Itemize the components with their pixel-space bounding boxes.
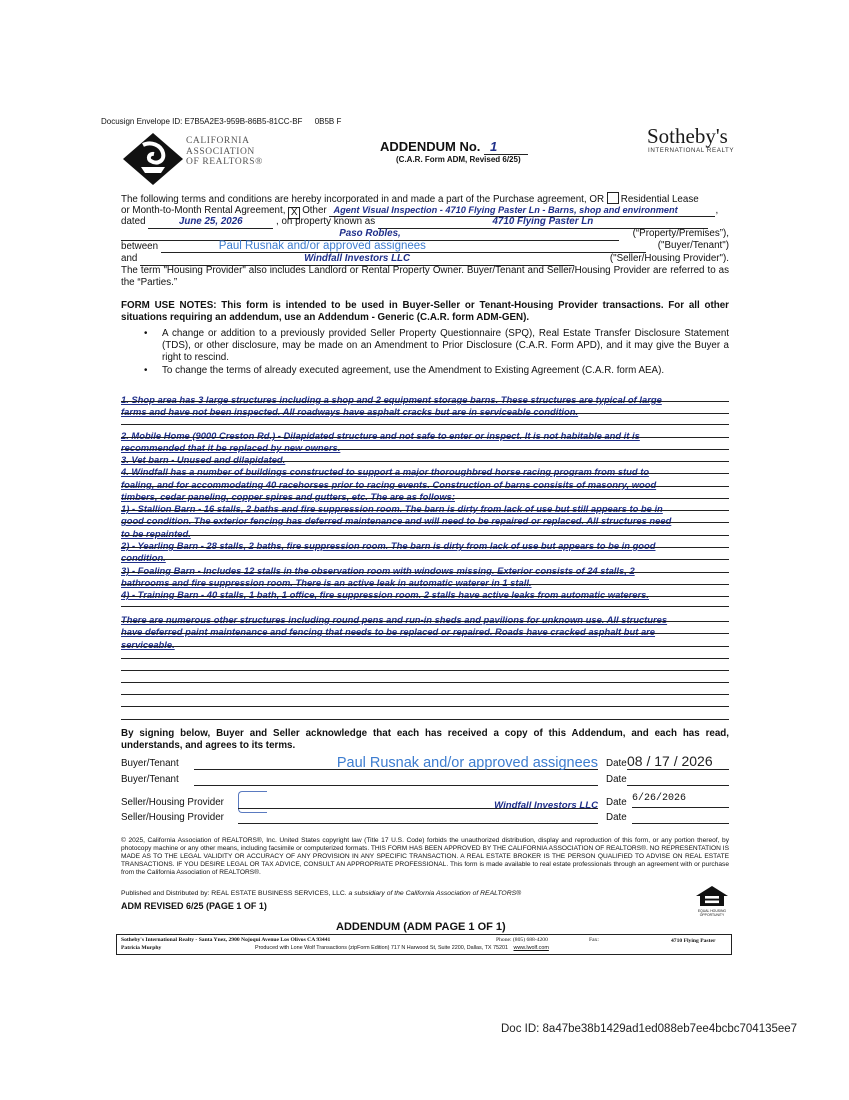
rule-line (121, 535, 729, 536)
footer-property: 4710 Flying Paster (671, 938, 716, 944)
rule-line (121, 559, 729, 560)
car-logo-text: CALIFORNIA ASSOCIATION OF REALTORS® (186, 136, 263, 167)
footer-broker: Sotheby's International Realty - Santa Ynez, 2900 Nojoqui Avenue Los Olivos CA 93441 (121, 937, 331, 943)
rule-line (121, 633, 729, 634)
buyer-signature-field[interactable] (194, 754, 598, 770)
term-line: 1) - Stallion Barn - 16 stalls, 2 baths and fire suppression room. The barn is dirty from lack of use but still appears to be in (121, 503, 663, 514)
term-line: have deferred paint maintenance and fencing that needs to be replaced or repaired. Roads have cracked asphalt but are (121, 626, 656, 637)
term-line: condition. (121, 552, 166, 563)
addendum-subtitle: (C.A.R. Form ADM, Revised 6/25) (396, 155, 521, 164)
seller-2-signature-field[interactable] (238, 811, 598, 824)
footer-agent: Patricia Murphy (121, 945, 162, 951)
rule-line (121, 401, 729, 402)
blank-line (121, 719, 729, 720)
footer-box (116, 934, 732, 955)
term-line: bathrooms and fire suppression room. There is an active leak in automatic waterer in 1 stall. (121, 577, 532, 588)
footer-fax: Fax: (589, 937, 599, 943)
term-line: recommended that it be replaced by new owners. (121, 442, 341, 453)
addendum-title: ADDENDUM No. 1 (380, 139, 528, 155)
form-use-bullet-1: • A change or addition to a previously provided Seller Property Questionnaire (SPQ), Real Estate Transfer Disclosure Statement (TDS), or other disclosure, may be made on an Amendment to Prior Disclosure (C.A.R. Form APD), and it may give the Buyer a right to rescind. (162, 328, 729, 365)
housing-provider-note: The term "Housing Provider" also includes Landlord or Rental Property Owner. Buyer/Tenant and Seller/Housing Provider are referred to as the “Parties.” (121, 265, 729, 289)
blank-line (121, 670, 729, 671)
rule-line (121, 547, 729, 548)
rule-line (121, 486, 729, 487)
doc-id: Doc ID: 8a47be38b1429ad1ed088eb7ee4bcbc704135ee7 (501, 1023, 798, 1035)
rule-line (121, 646, 729, 647)
blank-line (121, 694, 729, 695)
equal-housing-label: EQUAL HOUSING OPPORTUNITY (697, 909, 727, 917)
buyer-date-field[interactable]: 08 / 17 / 2026 (627, 753, 729, 770)
term-line: timbers, cedar paneling, copper spires and gutters, etc. The are as follows: (121, 491, 455, 502)
blank-line (121, 682, 729, 683)
car-logo-icon (121, 131, 185, 187)
brand-logo: Sotheby's (647, 124, 728, 148)
rule-line (121, 413, 729, 414)
rule-line (121, 596, 729, 597)
seller-field[interactable]: Windfall Investors LLC (140, 253, 574, 266)
form-use-notes: FORM USE NOTES: This form is intended to be used in Buyer-Seller or Tenant-Housing Provider transactions. For all other situations requiring an addendum, use an Addendum - Generic (C.A.R. form ADM-GEN). (121, 300, 729, 324)
rule-line (121, 437, 729, 438)
intro-line-2: or Month-to-Month Rental Agreement, X Other Agent Visual Inspection - 4710 Flying Paster Ln - Barns, shop and environment , (121, 205, 719, 218)
term-line: 3. Vet barn - Unused and dilapidated. (121, 454, 286, 465)
footer-title: ADDENDUM (ADM PAGE 1 OF 1) (336, 921, 506, 933)
term-line: 2) - Yearling Barn - 28 stalls, 2 baths, fire suppression room. The barn is dirty from lack of use but appears to be in good (121, 540, 656, 551)
footer-phone: Phone: (805) 688-4200 (496, 937, 548, 943)
term-line: serviceable. (121, 639, 175, 650)
term-line: good condition. The exterior fencing has deferred maintenance and will need to be repaired or replaced. All structures need (121, 515, 672, 526)
other-field[interactable]: Agent Visual Inspection - 4710 Flying Paster Ln - Barns, shop and environment (329, 204, 715, 217)
rule-line (121, 522, 729, 523)
blank-line (121, 606, 729, 607)
brand-tagline: INTERNATIONAL REALTY (648, 147, 735, 154)
term-line: 4) - Training Barn - 40 stalls, 1 bath, 1 office, fire suppression room. 2 stalls have active leaks from automatic waterers. (121, 589, 649, 600)
intro-line-5: between Paul Rusnak and/or approved assignees ("Buyer/Tenant") (121, 240, 729, 252)
intro-line-3: dated June 25, 2026 , on property known as 4710 Flying Paster Ln (121, 216, 731, 229)
rule-line (121, 461, 729, 462)
rule-line (121, 498, 729, 499)
other-checkbox[interactable]: X (288, 207, 300, 219)
residential-lease-checkbox[interactable] (607, 192, 619, 204)
footer-produced: Produced with Lone Wolf Transactions (zipForm Edition) 717 N Harwood St, Suite 2200, Dallas, TX 75201 www.lwolf.com (255, 945, 549, 951)
term-line: foaling, and for accommodating 40 racehorses prior to racing events. Construction of barns consisits of masonry, wood (121, 479, 657, 490)
buyer-2-date-field[interactable] (627, 773, 729, 786)
revision-label: ADM REVISED 6/25 (PAGE 1 OF 1) (121, 901, 267, 911)
buyer-tenant-label-2: Buyer/Tenant (121, 774, 179, 785)
seller-signature-name: Windfall Investors LLC (494, 800, 598, 811)
blank-line (121, 706, 729, 707)
intro-line-6: and Windfall Investors LLC ("Seller/Housing Provider"). (121, 253, 729, 266)
blank-line (121, 658, 729, 659)
city-field[interactable]: Paso Robles, (121, 228, 619, 241)
seller-label: Seller/Housing Provider (121, 797, 224, 808)
buyer-field[interactable]: Paul Rusnak and/or approved assignees (161, 240, 646, 253)
term-line: 4. Windfall has a number of buildings constructed to support a major thoroughbred horse racing program from stud to (121, 466, 650, 477)
term-line: There are numerous other structures including round pens and run-in sheds and pavilions for unknown use. All structures (121, 614, 668, 625)
form-use-bullet-2: • To change the terms of already executed agreement, use the Amendment to Existing Agreement (C.A.R. form AEA). (162, 365, 729, 377)
date-label: Date (606, 797, 627, 808)
term-line: 1. Shop area has 3 large structures including a shop and 2 equipment storage barns. These structures are typical of large (121, 394, 662, 405)
term-line: 2. Mobile Home (9000 Creston Rd.) - Dilapidated structure and not safe to enter or inspect. It is not habitable and it is (121, 430, 640, 441)
intro-line-4: Paso Robles, (“Property/Premises”), (121, 228, 729, 241)
rule-line (121, 510, 729, 511)
rule-line (121, 584, 729, 585)
term-line: 3) - Foaling Barn - Includes 12 stalls in the observation room with windows missing. Exterior consists of 24 stalls, 2 (121, 565, 635, 576)
buyer-tenant-label: Buyer/Tenant (121, 758, 179, 769)
signing-statement: By signing below, Buyer and Seller acknowledge that each has received a copy of this Addendum, and each has read, understands, and agrees to its terms. (121, 728, 729, 752)
seller-date-field[interactable]: 6/26/2026 (632, 793, 729, 808)
envelope-id: Docusign Envelope ID: E7B5A2E3-959B-86B5-81CC-BF 0B5B F (101, 117, 342, 126)
term-line: to be repainted. (121, 528, 191, 539)
lwolf-link[interactable]: www.lwolf.com (513, 945, 549, 951)
buyer-signature-name: Paul Rusnak and/or approved assignees (336, 755, 598, 771)
copyright-notice: © 2025, California Association of REALTORS®, Inc. United States copyright law (Title 17 U.S. Code) forbids the unauthorized distribution, display and reproduction of this form, or any portion thereof, by photocopy machine or any other means, including facsimile or computerized formats. THIS FORM HAS BEEN APPROVED BY THE CALIFORNIA ASSOCIATION OF REALTORS®. NO REPRESENTATION IS MADE AS TO THE LEGAL VALIDITY OR ACCURACY OF ANY PROVISION IN ANY SPECIFIC TRANSACTION. A REAL ESTATE BROKER IS THE PERSON QUALIFIED TO ADVISE ON REAL ESTATE TRANSACTIONS. IF YOU DESIRE LEGAL OR TAX ADVICE, CONSULT AN APPROPRIATE PROFESSIONAL. This form is made available to real estate professionals through an agreement with or purchase from the California Association of REALTORS®. (121, 837, 729, 876)
buyer-2-signature-field[interactable] (194, 773, 598, 786)
rule-line (121, 449, 729, 450)
rule-line (121, 473, 729, 474)
published-by: Published and Distributed by: REAL ESTATE BUSINESS SERVICES, LLC. a subsidiary of the California Association of REALTORS® (121, 890, 522, 897)
seller-label-2: Seller/Housing Provider (121, 812, 224, 823)
intro-line-1: The following terms and conditions are hereby incorporated in and made a part of the Purchase agreement, OR Residential Lease (121, 194, 699, 205)
rule-line (121, 572, 729, 573)
date-label: Date (606, 812, 627, 823)
blank-line (121, 424, 729, 425)
rule-line (121, 621, 729, 622)
term-line: farms and have not been inspected. All roadways have asphalt cracks but are in serviceable condition. (121, 406, 579, 417)
date-label: Date (606, 758, 627, 769)
dated-field[interactable]: June 25, 2026 (148, 216, 273, 229)
date-label: Date (606, 774, 627, 785)
seller-signature-field[interactable] (238, 795, 598, 809)
addendum-number: 1 (484, 139, 528, 155)
property-field[interactable]: 4710 Flying Paster Ln (378, 216, 708, 229)
seller-2-date-field[interactable] (632, 811, 729, 824)
